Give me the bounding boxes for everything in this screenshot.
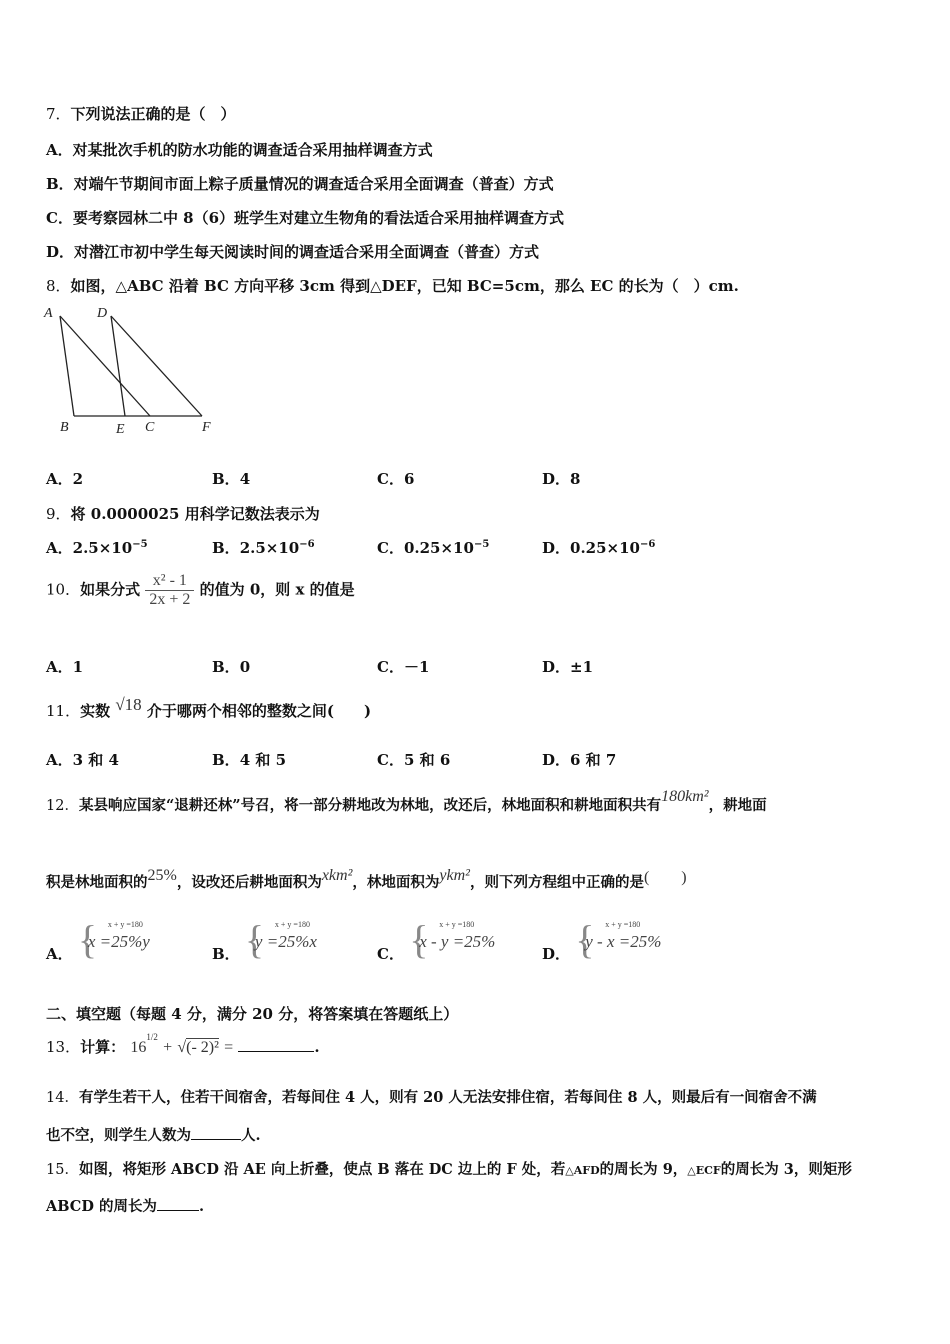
- q13-answer-blank[interactable]: [238, 1037, 314, 1052]
- q10-number: 10．: [46, 580, 81, 599]
- q11-text-after: 介于哪两个相邻的整数之间( ): [146, 702, 372, 720]
- option-exponent: −6: [640, 539, 656, 550]
- q8-option-c: [377, 468, 414, 489]
- q12-text-3: 积是林地面积的: [46, 874, 148, 891]
- q8-number: 8．: [46, 277, 71, 295]
- option-exponent: −5: [132, 539, 148, 550]
- option-base: 0.25×10: [570, 539, 640, 557]
- q11-text-before: 实数: [80, 702, 111, 720]
- option-label: A．: [46, 751, 73, 769]
- option-label: C．: [377, 470, 404, 488]
- q15-number: 15．: [46, 1162, 79, 1178]
- triangle-def-side-df: [111, 316, 202, 416]
- point-f-label: F: [202, 420, 211, 435]
- q12-text-4: ，设改还后耕地面积为: [176, 874, 322, 891]
- brace-icon: {: [575, 917, 595, 962]
- option-label: C．: [377, 658, 404, 676]
- q13-text: 计算：: [80, 1038, 126, 1056]
- equation-system: [245, 918, 337, 964]
- option-label: A．: [46, 945, 73, 963]
- equation-2: y - x =25%: [585, 932, 662, 951]
- option-label: D．: [542, 658, 571, 676]
- q12-percent: 25%: [147, 867, 177, 884]
- equation-1: x + y =180: [439, 920, 475, 929]
- point-c-label: C: [145, 420, 155, 435]
- q11-stem: [46, 695, 372, 721]
- q12-text-5: ，林地面积为: [352, 874, 440, 891]
- q12-option-a: [46, 918, 170, 964]
- q9-option-a: [46, 537, 148, 558]
- q8-translation-figure: [40, 300, 230, 440]
- q14-text-end: 人.: [241, 1127, 261, 1144]
- triangle-abc-side-ac: [60, 316, 150, 416]
- q12-option-d: [542, 918, 667, 964]
- option-label: D．: [542, 470, 571, 488]
- q12-paren: ( ): [643, 869, 687, 886]
- q10-option-d: [542, 656, 593, 677]
- q8-stem: [46, 275, 739, 296]
- option-base: 0.25×10: [403, 539, 474, 557]
- q9-option-c: [377, 537, 489, 558]
- q9-stem: [46, 503, 320, 524]
- fraction-denominator: 2x + 2: [149, 591, 191, 608]
- q9-option-b: [212, 537, 315, 558]
- q10-option-a: [46, 656, 83, 677]
- q11-option-b: [212, 749, 286, 770]
- q7-number: 7．: [46, 105, 71, 123]
- option-value: 2: [72, 470, 84, 488]
- option-label: D．: [542, 751, 571, 769]
- q15-triangle-afd: △AFD: [565, 1164, 600, 1177]
- section-title: 二、填空题（每题 4 分，满分 20 分，将答案填在答题纸上）: [46, 1005, 459, 1023]
- option-value: 4 和 5: [239, 751, 287, 769]
- q14-line2: [46, 1124, 261, 1145]
- q12-text-6: ，则下列方程组中正确的是: [469, 874, 644, 891]
- option-value: －1: [403, 658, 430, 676]
- option-value: 8: [570, 470, 581, 488]
- q15-answer-blank[interactable]: [157, 1196, 199, 1211]
- option-label: B．: [212, 470, 240, 488]
- brace-icon: {: [409, 917, 429, 962]
- q13-equals: =: [224, 1039, 234, 1056]
- q13-plus: +: [163, 1039, 173, 1056]
- q8-text: 如图，△ABC 沿着 BC 方向平移 3cm 得到△DEF，已知 BC=5cm，那么 EC 的长为（ ）cm.: [70, 277, 739, 295]
- equation-system: [409, 918, 501, 964]
- option-value: 3 和 4: [72, 751, 119, 769]
- q12-text-1: 某县响应国家“退耕还林”号召，将一部分耕地改为林地，改还后，林地面积和耕地面积共有: [78, 797, 662, 814]
- q11-option-d: [542, 749, 616, 770]
- q14-number: 14．: [46, 1090, 79, 1106]
- option-label: D．: [542, 945, 571, 963]
- brace-icon: {: [244, 917, 265, 962]
- option-exponent: −6: [299, 539, 315, 550]
- option-value: 6: [403, 470, 415, 488]
- q12-total-area: 180km²: [661, 788, 709, 805]
- option-label: A．: [46, 470, 73, 488]
- option-label: B．: [212, 539, 240, 557]
- q13-radicand: (- 2)²: [186, 1039, 219, 1056]
- option-exponent: −5: [473, 539, 490, 550]
- q8-option-a: [46, 468, 83, 489]
- option-label: D．: [542, 539, 571, 557]
- q7-option-a: A．对某批次手机的防水功能的调查适合采用抽样调查方式: [46, 141, 433, 159]
- q12-number: 12．: [46, 798, 79, 814]
- q14-text-1: 有学生若干人，住若干间宿舍，若每间住 4 人，则有 20 人无法安排住宿，若每间住 8 人，则最后有一间宿舍不满: [78, 1089, 817, 1106]
- q10-stem: [46, 572, 355, 609]
- option-label: C．: [377, 539, 404, 557]
- q13-base: 16: [130, 1039, 147, 1056]
- q15-text-3: 的周长为 3，则矩形: [720, 1161, 852, 1178]
- q10-text-before: 如果分式: [80, 580, 141, 599]
- option-base: 2.5×10: [239, 539, 300, 557]
- q12-option-b: [212, 918, 337, 964]
- q11-option-a: [46, 749, 119, 770]
- q15-line1: [46, 1158, 852, 1179]
- q13-end: .: [314, 1038, 320, 1056]
- q12-x-area: xkm²: [321, 867, 353, 884]
- q11-option-c: [377, 749, 450, 770]
- q13-exponent: 1/2: [146, 1032, 158, 1042]
- q15-text-2: 的周长为 9，: [599, 1161, 688, 1178]
- q7-option-d: D．对潜江市初中学生每天阅读时间的调查适合采用全面调查（普查）方式: [46, 243, 540, 261]
- option-value: 5 和 6: [403, 751, 451, 769]
- option-value: 0: [239, 658, 251, 676]
- q13-stem: [46, 1032, 320, 1057]
- point-d-label: D: [97, 306, 108, 321]
- q12-y-area: ykm²: [439, 867, 470, 884]
- equation-2: x =25%y: [87, 932, 150, 951]
- equation-system: [575, 918, 667, 964]
- q10-fraction: [145, 572, 194, 609]
- q9-option-d: [542, 537, 655, 558]
- q12-line1: [46, 788, 767, 815]
- equation-1: x + y =180: [274, 920, 310, 929]
- q7-option-c: C．要考察园林二中 8（6）班学生对建立生物角的看法适合采用抽样调查方式: [46, 209, 565, 227]
- option-label: B．: [212, 658, 240, 676]
- q13-sqrt-icon: √: [177, 1039, 187, 1056]
- brace-icon: {: [77, 917, 98, 962]
- equation-1: x + y =180: [605, 920, 641, 929]
- q14-text-2: 也不空，则学生人数为: [46, 1127, 191, 1144]
- q14-answer-blank[interactable]: [191, 1125, 241, 1140]
- triangle-def-side-de: [111, 316, 125, 416]
- equation-system: [78, 918, 170, 964]
- point-b-label: B: [60, 420, 69, 435]
- equation-2: y =25%x: [254, 932, 317, 951]
- q12-line2: [46, 869, 687, 892]
- point-a-label: A: [44, 306, 53, 321]
- q15-triangle-ecf: △ECF: [687, 1164, 721, 1177]
- option-label: B．: [212, 945, 240, 963]
- q9-text: 将 0.0000025 用科学记数法表示为: [70, 505, 320, 523]
- q10-text-after: 的值为 0，则 x 的值是: [199, 580, 355, 599]
- q9-number: 9．: [46, 505, 71, 523]
- option-value: ±1: [570, 658, 594, 676]
- q10-option-c: [377, 656, 429, 677]
- q11-number: 11．: [46, 702, 81, 720]
- q10-option-b: [212, 656, 250, 677]
- q8-option-d: [542, 468, 580, 489]
- q15-text-1: 如图，将矩形 ABCD 沿 AE 向上折叠，使点 B 落在 DC 边上的 F 处，若: [78, 1161, 566, 1178]
- point-e-label: E: [116, 422, 125, 437]
- option-base: 2.5×10: [72, 539, 133, 557]
- option-value: 6 和 7: [570, 751, 617, 769]
- q11-radical: √18: [115, 695, 142, 714]
- option-label: A．: [46, 658, 73, 676]
- option-label: C．: [377, 751, 404, 769]
- q8-option-b: [212, 468, 250, 489]
- equation-1: x + y =180: [107, 920, 143, 929]
- fraction-numerator: x² - 1: [145, 572, 194, 591]
- q15-text-4: ABCD 的周长为: [46, 1198, 157, 1215]
- q7-option-b: B．对端午节期间市面上粽子质量情况的调查适合采用全面调查（普查）方式: [46, 175, 554, 193]
- equation-2: x - y =25%: [419, 932, 496, 951]
- q14-line1: [46, 1086, 817, 1107]
- option-label: B．: [212, 751, 240, 769]
- q15-line2: [46, 1195, 204, 1216]
- q7-stem: [46, 103, 236, 124]
- q12-option-c: [377, 918, 501, 964]
- q12-text-2: ，耕地面: [708, 797, 767, 814]
- option-label: A．: [46, 539, 73, 557]
- triangle-abc-side-ab: [60, 316, 74, 416]
- q15-text-end: .: [198, 1198, 204, 1215]
- q13-number: 13．: [46, 1038, 81, 1056]
- option-value: 4: [239, 470, 251, 488]
- q7-text: 下列说法正确的是（ ）: [70, 105, 236, 123]
- option-label: C．: [377, 945, 404, 963]
- option-value: 1: [72, 658, 84, 676]
